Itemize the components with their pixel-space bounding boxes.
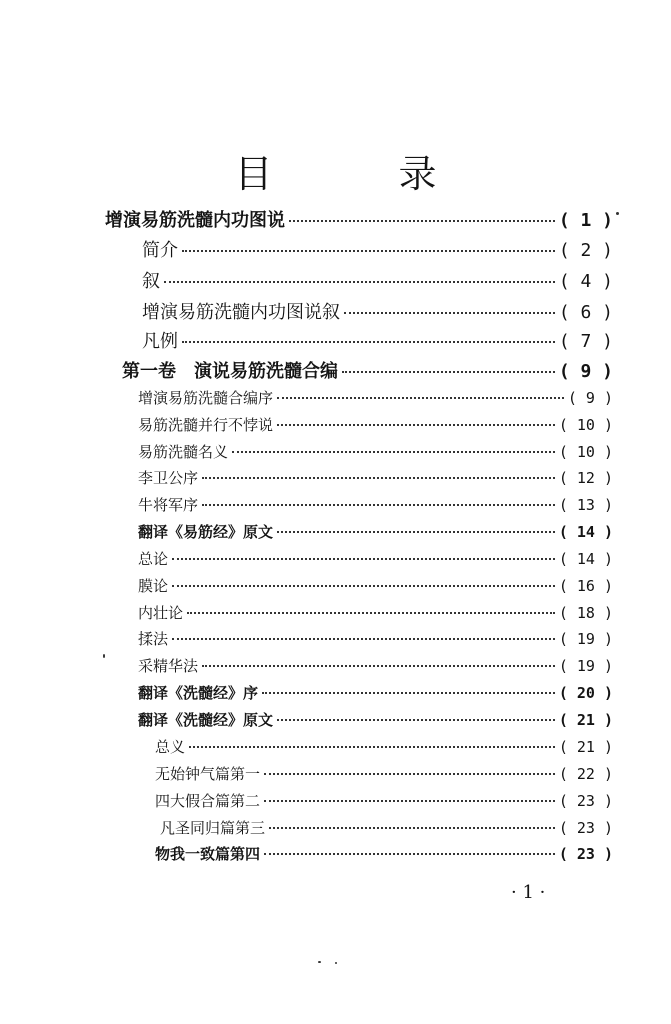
toc-entry-page: ( 22 )	[558, 765, 613, 783]
toc-entry-page: ( 23 )	[558, 845, 613, 863]
toc-entry	[138, 521, 613, 542]
scan-speck	[103, 654, 105, 658]
toc-leader	[262, 692, 555, 694]
toc-leader	[172, 585, 555, 587]
toc-leader	[172, 558, 555, 560]
toc-entry-label: 总论	[138, 550, 169, 568]
toc-entry-page: ( 23 )	[558, 792, 613, 810]
toc-entry	[138, 548, 613, 569]
toc-leader	[187, 612, 555, 614]
toc-entry	[138, 628, 613, 649]
toc-entry-page: ( 21 )	[558, 711, 613, 729]
toc-entry	[138, 682, 613, 703]
toc-entry-label: 采精华法	[138, 657, 199, 675]
toc-entry-page: ( 9 )	[567, 389, 613, 407]
toc-leader	[182, 341, 555, 343]
toc-leader	[172, 638, 555, 640]
toc-entry-page: ( 21 )	[558, 738, 613, 756]
toc-leader	[269, 827, 555, 829]
toc-entry-page: ( 7 )	[558, 331, 613, 352]
toc-entry-page: ( 12 )	[558, 469, 613, 487]
toc-leader	[202, 504, 555, 506]
toc-entry-label: 第一卷 演说易筋洗髓合编	[122, 361, 338, 382]
toc-entry	[138, 441, 613, 462]
toc-entry-page: ( 14 )	[558, 550, 613, 568]
toc-leader	[202, 665, 555, 667]
toc-entry-page: ( 9 )	[558, 361, 613, 382]
toc-entry-label: 翻译《易筋经》原文	[138, 523, 274, 541]
toc-entry	[138, 655, 613, 676]
toc-entry	[138, 387, 613, 408]
toc-entry-label: 增演易筋洗髓内功图说叙	[142, 302, 340, 323]
toc-leader	[189, 746, 555, 748]
toc-entry-label: 膜论	[138, 577, 169, 595]
toc-entry-label: 总义	[155, 738, 186, 756]
toc-entry	[138, 709, 613, 730]
toc-entry-label: 揉法	[138, 630, 169, 648]
toc-entry-label: 无始钟气篇第一	[155, 765, 261, 783]
toc-entry-page: ( 16 )	[558, 577, 613, 595]
toc-entry-label: 牛将军序	[138, 496, 199, 514]
toc-entry	[138, 467, 613, 488]
toc-entry	[155, 790, 613, 811]
toc-entry-label: 易筋洗髓名义	[138, 443, 229, 461]
toc-entry-page: ( 19 )	[558, 630, 613, 648]
toc-entry-page: ( 1 )	[558, 210, 613, 231]
toc-entry	[142, 267, 613, 293]
toc-entry	[155, 736, 613, 757]
toc-entry	[122, 357, 613, 383]
toc-entry	[138, 494, 613, 515]
toc-leader	[277, 719, 555, 721]
toc-leader	[344, 312, 555, 314]
toc-entry-label: 凡例	[142, 331, 178, 352]
toc-entry	[142, 327, 613, 353]
toc-entry-page: ( 13 )	[558, 496, 613, 514]
scan-speck	[318, 961, 321, 963]
toc-entry	[138, 575, 613, 596]
toc-entry	[142, 298, 613, 324]
page-number: · 1 ·	[511, 882, 546, 903]
scan-speck	[335, 962, 337, 964]
toc-entry-page: ( 19 )	[558, 657, 613, 675]
toc-entry	[155, 843, 613, 864]
toc-leader	[202, 477, 555, 479]
toc-entry-label: 简介	[142, 240, 178, 261]
toc-entry-page: ( 20 )	[558, 684, 613, 702]
toc-entry-page: ( 23 )	[558, 819, 613, 837]
toc-entry-page: ( 10 )	[558, 443, 613, 461]
toc-leader	[232, 451, 555, 453]
toc-leader	[264, 853, 555, 855]
toc-leader	[277, 424, 555, 426]
page-title: 目 录	[234, 152, 481, 196]
toc-entry-label: 四大假合篇第二	[155, 792, 261, 810]
toc-entry-page: ( 2 )	[558, 240, 613, 261]
toc-leader	[264, 800, 555, 802]
toc-entry-label: 内壮论	[138, 604, 184, 622]
toc-entry-label: 物我一致篇第四	[155, 845, 261, 863]
toc-leader	[277, 397, 564, 399]
toc-entry-label: 翻译《洗髓经》原文	[138, 711, 274, 729]
toc-entry-label: 易筋洗髓并行不悖说	[138, 416, 274, 434]
toc-leader	[264, 773, 555, 775]
toc-entry-page: ( 4 )	[558, 271, 613, 292]
toc-entry	[138, 414, 613, 435]
toc-leader	[342, 371, 555, 373]
toc-leader	[164, 281, 555, 283]
toc-entry-label: 翻译《洗髓经》序	[138, 684, 259, 702]
toc-entry-label: 李卫公序	[138, 469, 199, 487]
toc-leader	[277, 531, 555, 533]
toc-entry	[160, 817, 613, 838]
toc-entry	[138, 602, 613, 623]
toc-entry-page: ( 18 )	[558, 604, 613, 622]
toc-leader	[289, 220, 555, 222]
toc-entry	[142, 236, 613, 262]
toc-entry	[105, 206, 613, 232]
toc-entry-page: ( 14 )	[558, 523, 613, 541]
toc-leader	[182, 250, 555, 252]
toc-entry	[155, 763, 613, 784]
toc-entry-label: 增演易筋洗髓合编序	[138, 389, 274, 407]
scan-speck	[616, 212, 619, 215]
toc-entry-label: 叙	[142, 271, 160, 292]
toc-entry-page: ( 6 )	[558, 302, 613, 323]
toc-entry-label: 增演易筋洗髓内功图说	[105, 210, 285, 231]
toc-entry-label: 凡圣同归篇第三	[160, 819, 266, 837]
toc-entry-page: ( 10 )	[558, 416, 613, 434]
